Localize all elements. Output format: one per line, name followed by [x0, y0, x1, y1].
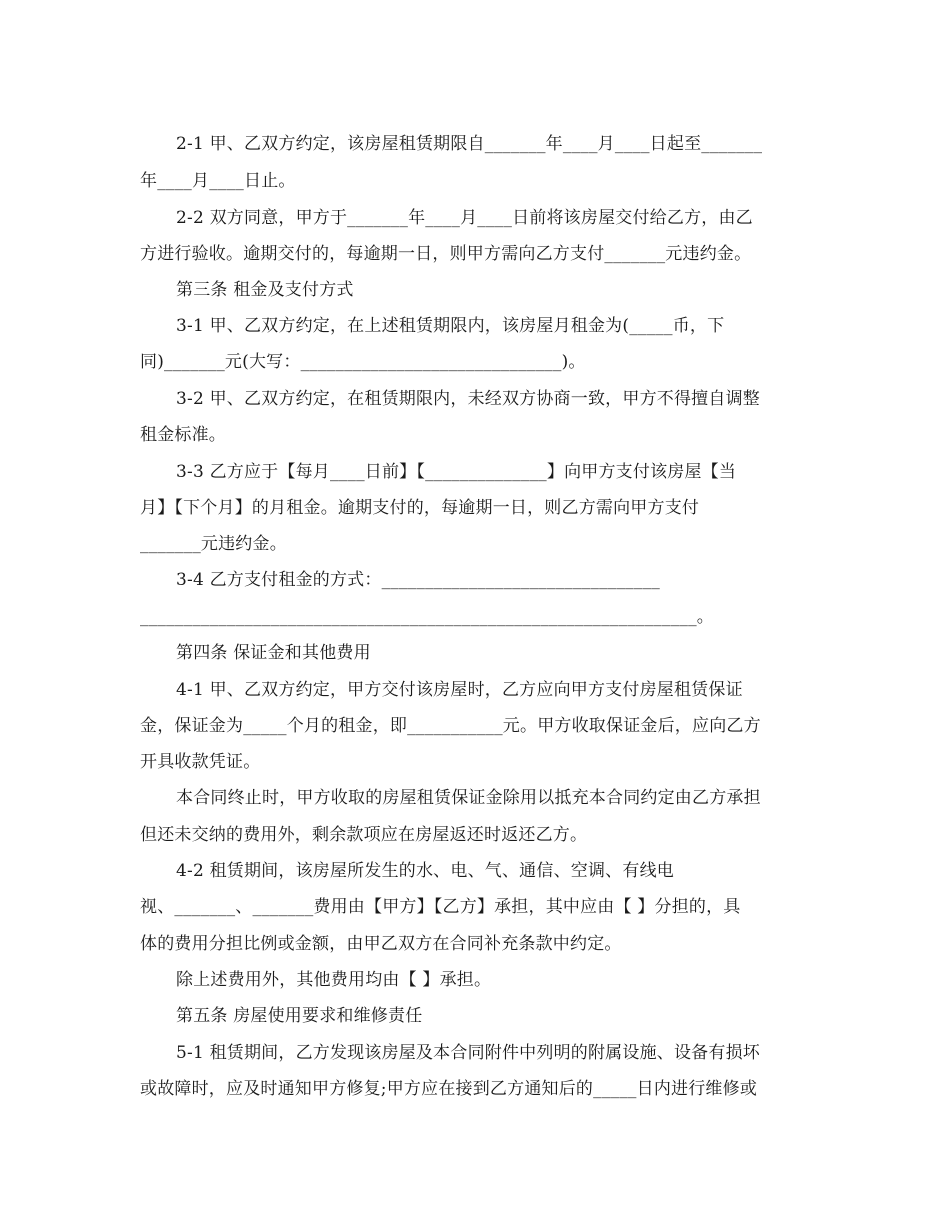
clause-3-4-line-2: ________________________________________________________________。: [140, 607, 714, 627]
clause-4-2-line-3: 体的费用分担比例或金额，由甲乙双方在合同补充条款中约定。: [140, 934, 622, 954]
clause-4-1-line-3: 开具收款凭证。: [140, 752, 261, 772]
clause-2-1-line-1: 2-1 甲、乙双方约定，该房屋租赁期限自_______年____月____日起至_______: [176, 134, 763, 154]
section-heading-4: 第四条 保证金和其他费用: [176, 643, 371, 663]
section-heading-3: 第三条 租金及支付方式: [176, 280, 354, 300]
clause-3-3-line-3: _______元违约金。: [140, 534, 287, 554]
clause-3-3-line-2: 月】【下个月】的月租金。逾期支付的，每逾期一日，则乙方需向甲方支付: [140, 498, 700, 518]
clause-3-1-line-1: 3-1 甲、乙双方约定，在上述租赁期限内，该房屋月租金为(_____币，下: [176, 316, 725, 336]
clause-3-2-line-2: 租金标准。: [140, 425, 226, 445]
paragraph-deposit-return-line-2: 但还未交纳的费用外，剩余款项应在房屋返还时返还乙方。: [140, 825, 588, 845]
clause-4-2-line-1: 4-2 租赁期间，该房屋所发生的水、电、气、通信、空调、有线电: [176, 861, 674, 881]
clause-5-1-line-2: 或故障时，应及时通知甲方修复;甲方应在接到乙方通知后的_____日内进行维修或: [140, 1079, 758, 1099]
section-heading-5: 第五条 房屋使用要求和维修责任: [176, 1006, 423, 1026]
paragraph-other-fees: 除上述费用外，其他费用均由【 】承担。: [176, 970, 492, 990]
clause-2-2-line-1: 2-2 双方同意，甲方于_______年____月____日前将该房屋交付给乙方，由乙: [176, 208, 753, 228]
clause-4-1-line-2: 金，保证金为_____个月的租金，即___________元。甲方收取保证金后，应向乙方: [140, 716, 761, 736]
clause-2-1-line-2: 年____月____日止。: [140, 171, 296, 191]
paragraph-deposit-return-line-1: 本合同终止时，甲方收取的房屋租赁保证金除用以抵充本合同约定由乙方承担: [176, 788, 761, 808]
clause-3-3-line-1: 3-3 乙方应于【每月____日前】【______________】向甲方支付该房屋【当: [176, 462, 737, 482]
clause-3-4-line-1: 3-4 乙方支付租金的方式：________________________________: [176, 570, 660, 590]
clause-4-1-line-1: 4-1 甲、乙双方约定，甲方交付该房屋时，乙方应向甲方支付房屋租赁保证: [176, 680, 743, 700]
clause-4-2-line-2: 视、_______、_______费用由【甲方】【乙方】承担，其中应由【 】分担的，具: [140, 897, 741, 917]
clause-5-1-line-1: 5-1 租赁期间，乙方发现该房屋及本合同附件中列明的附属设施、设备有损坏: [176, 1043, 760, 1063]
clause-3-2-line-1: 3-2 甲、乙双方约定，在租赁期限内，未经双方协商一致，甲方不得擅自调整: [176, 389, 760, 409]
clause-3-1-line-2: 同)_______元(大写：______________________________)。: [140, 352, 586, 372]
clause-2-2-line-2: 方进行验收。逾期交付的，每逾期一日，则甲方需向乙方支付_______元违约金。: [140, 244, 752, 264]
